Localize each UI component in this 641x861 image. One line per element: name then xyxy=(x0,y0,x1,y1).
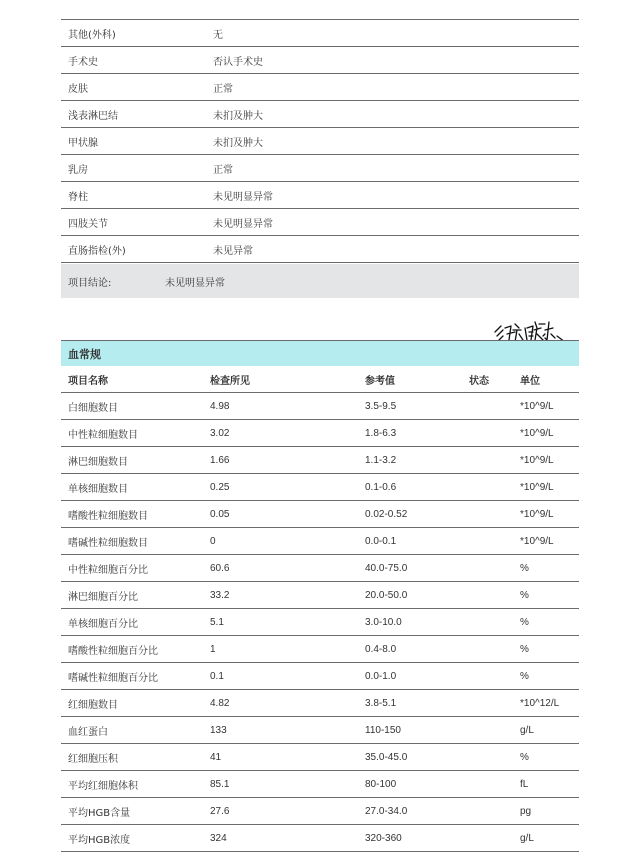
table-row xyxy=(61,690,579,717)
header-unit: 单位 xyxy=(520,375,540,387)
item-unit: g/L xyxy=(520,724,534,736)
item-unit: *10^9/L xyxy=(520,508,554,520)
item-name: 血红蛋白 xyxy=(68,726,108,738)
table-row xyxy=(61,744,579,771)
item-unit: *10^9/L xyxy=(520,427,554,439)
table-row xyxy=(61,663,579,690)
item-unit: % xyxy=(520,643,529,655)
item-result: 60.6 xyxy=(210,562,230,574)
item-unit: % xyxy=(520,589,529,601)
item-result: 0.25 xyxy=(210,481,230,493)
table-row xyxy=(61,717,579,744)
item-unit: g/L xyxy=(520,832,534,844)
exam-label: 脊柱 xyxy=(68,191,88,203)
exam-label: 四肢关节 xyxy=(68,218,108,230)
item-unit: % xyxy=(520,616,529,628)
conclusion-value: 未见明显异常 xyxy=(165,277,225,289)
item-unit: *10^9/L xyxy=(520,535,554,547)
exam-list xyxy=(61,20,579,263)
exam-value: 否认手术史 xyxy=(213,56,263,68)
item-reference: 0.02-0.52 xyxy=(365,508,408,520)
exam-row xyxy=(61,155,579,182)
item-result: 5.1 xyxy=(210,616,224,628)
item-result: 133 xyxy=(210,724,227,736)
item-reference: 40.0-75.0 xyxy=(365,562,408,574)
item-result: 4.82 xyxy=(210,697,230,709)
item-name: 嗜碱性粒细胞数目 xyxy=(68,537,148,549)
item-name: 嗜酸性粒细胞数目 xyxy=(68,510,148,522)
item-unit: % xyxy=(520,670,529,682)
exam-row xyxy=(61,74,579,101)
table-row xyxy=(61,420,579,447)
exam-row xyxy=(61,101,579,128)
item-name: 淋巴细胞数目 xyxy=(68,456,128,468)
table-row xyxy=(61,393,579,420)
exam-value: 未扪及肿大 xyxy=(213,110,263,122)
exam-label: 甲状腺 xyxy=(68,137,98,149)
item-unit: *10^12/L xyxy=(520,697,560,709)
item-name: 平均HGB浓度 xyxy=(68,834,131,846)
item-reference: 110-150 xyxy=(365,724,401,736)
item-name: 平均红细胞体积 xyxy=(68,780,138,792)
item-reference: 320-360 xyxy=(365,832,402,844)
table-row xyxy=(61,474,579,501)
item-reference: 20.0-50.0 xyxy=(365,589,408,601)
item-result: 0 xyxy=(210,535,216,547)
item-name: 嗜碱性粒细胞百分比 xyxy=(68,672,158,684)
table-row xyxy=(61,555,579,582)
item-result: 1.66 xyxy=(210,454,230,466)
item-unit: *10^9/L xyxy=(520,481,554,493)
exam-row xyxy=(61,20,579,47)
item-unit: % xyxy=(520,751,529,763)
exam-value: 无 xyxy=(213,29,223,41)
header-name: 项目名称 xyxy=(68,375,108,387)
report-page xyxy=(61,19,579,846)
item-unit: fL xyxy=(520,778,529,790)
item-reference: 1.1-3.2 xyxy=(365,454,397,466)
item-reference: 0.0-1.0 xyxy=(365,670,397,682)
item-reference: 1.8-6.3 xyxy=(365,427,397,439)
blood-routine-table xyxy=(61,366,579,852)
exam-row xyxy=(61,236,579,263)
exam-row xyxy=(61,182,579,209)
conclusion-label: 项目结论: xyxy=(68,277,112,289)
item-result: 0.1 xyxy=(210,670,224,682)
exam-value: 正常 xyxy=(213,164,233,176)
exam-row xyxy=(61,47,579,74)
table-row xyxy=(61,582,579,609)
item-reference: 27.0-34.0 xyxy=(365,805,408,817)
item-name: 单核细胞百分比 xyxy=(68,618,138,630)
item-name: 中性粒细胞数目 xyxy=(68,429,138,441)
item-name: 白细胞数目 xyxy=(68,402,118,414)
item-reference: 3.0-10.0 xyxy=(365,616,402,628)
table-row xyxy=(61,825,579,852)
table-header-row xyxy=(61,366,579,393)
item-result: 27.6 xyxy=(210,805,230,817)
exam-value: 未扪及肿大 xyxy=(213,137,263,149)
item-reference: 0.0-0.1 xyxy=(365,535,397,547)
exam-label: 其他(外科) xyxy=(68,29,116,41)
item-reference: 3.5-9.5 xyxy=(365,400,397,412)
item-result: 0.05 xyxy=(210,508,230,520)
item-result: 324 xyxy=(210,832,227,844)
exam-label: 直肠指检(外) xyxy=(68,245,126,257)
item-result: 1 xyxy=(210,643,216,655)
exam-value: 未见明显异常 xyxy=(213,218,273,230)
exam-value: 未见异常 xyxy=(213,245,253,257)
exam-value: 正常 xyxy=(213,83,233,95)
item-unit: % xyxy=(520,562,529,574)
item-unit: pg xyxy=(520,805,532,817)
item-name: 红细胞数目 xyxy=(68,699,118,711)
item-reference: 0.4-8.0 xyxy=(365,643,397,655)
item-result: 85.1 xyxy=(210,778,230,790)
table-body xyxy=(61,393,579,852)
item-name: 淋巴细胞百分比 xyxy=(68,591,138,603)
exam-row xyxy=(61,209,579,236)
header-status: 状态 xyxy=(469,375,489,387)
exam-label: 手术史 xyxy=(68,56,98,68)
exam-label: 乳房 xyxy=(68,164,88,176)
item-unit: *10^9/L xyxy=(520,454,554,466)
item-result: 3.02 xyxy=(210,427,230,439)
table-row xyxy=(61,798,579,825)
table-row xyxy=(61,447,579,474)
section-title-blood-routine: 血常规 xyxy=(61,340,579,366)
table-row xyxy=(61,771,579,798)
exam-label: 皮肤 xyxy=(68,83,88,95)
conclusion-row xyxy=(61,264,579,298)
item-name: 红细胞压积 xyxy=(68,753,118,765)
item-reference: 0.1-0.6 xyxy=(365,481,397,493)
item-result: 41 xyxy=(210,751,222,763)
header-reference: 参考值 xyxy=(365,375,395,387)
item-unit: *10^9/L xyxy=(520,400,554,412)
item-name: 平均HGB含量 xyxy=(68,807,131,819)
item-reference: 35.0-45.0 xyxy=(365,751,408,763)
header-result: 检查所见 xyxy=(210,375,250,387)
item-reference: 80-100 xyxy=(365,778,397,790)
item-result: 4.98 xyxy=(210,400,230,412)
table-row xyxy=(61,609,579,636)
item-name: 单核细胞数目 xyxy=(68,483,128,495)
table-row xyxy=(61,528,579,555)
exam-value: 未见明显异常 xyxy=(213,191,273,203)
exam-row xyxy=(61,128,579,155)
item-result: 33.2 xyxy=(210,589,230,601)
item-reference: 3.8-5.1 xyxy=(365,697,397,709)
item-name: 中性粒细胞百分比 xyxy=(68,564,148,576)
exam-label: 浅表淋巴结 xyxy=(68,110,118,122)
item-name: 嗜酸性粒细胞百分比 xyxy=(68,645,158,657)
table-row xyxy=(61,636,579,663)
table-row xyxy=(61,501,579,528)
